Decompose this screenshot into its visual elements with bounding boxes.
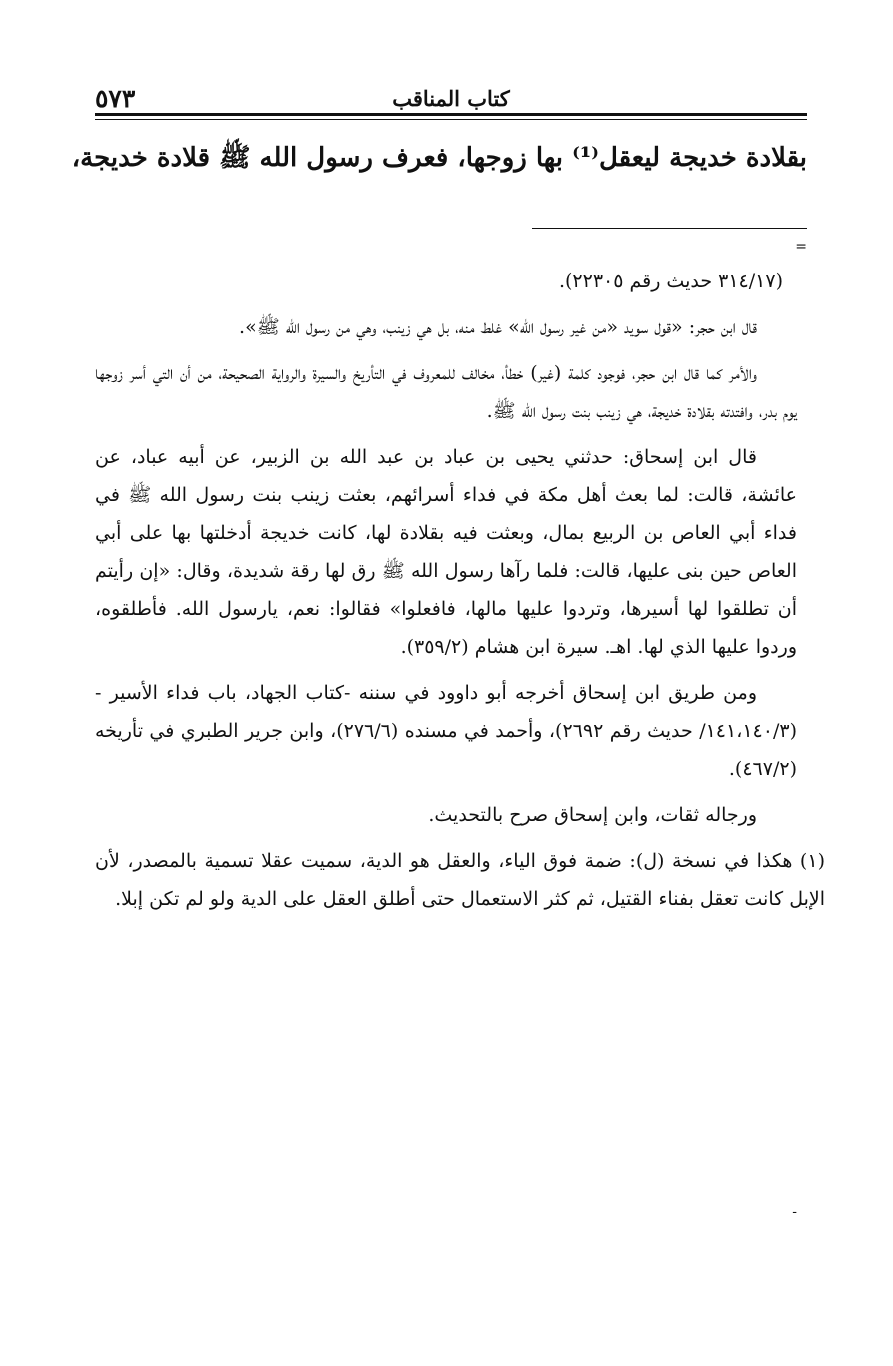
header-rule-thin — [95, 119, 807, 120]
footnote-1: (١) هكذا في نسخة (ل): ضمة فوق الياء، والعقل هو الدية، سميت عقلا تسمية بالمصدر، لأن الإبل كانت تعقل بفناء القتيل، ثم كثر الاستعمال حتى أطلق العقل على الدية ولو لم تكن إبلا. — [95, 850, 825, 910]
footnote-paragraph: قال ابن إسحاق: حدثني يحيى بن عباد بن عبد الله بن الزبير، عن أبيه عباد، عن عائشة، قالت: لما بعث أهل مكة في فداء أسرائهم، بعثت زينب بنت رسول الله ﷺ في فداء أبي العاص بن الربيع بمال، وبعثت فيه بقلادة لها، كانت خديجة أدخلتها بها على أبي العاص حين بنى عليها، قالت: فلما رآها رسول الله ﷺ رق لها رقة شديدة، وقال: «إن رأيتم أن تطلقوا لها أسيرها، وتردوا عليها مالها، فافعلوا» فقالوا: نعم، يارسول الله. فأطلقوه، وردوا عليها الذي لها. اهـ. سيرة ابن هشام (٣٥٩/٢). — [95, 446, 797, 658]
footnote-continuation: (٣١٤/١٧ حديث رقم ٢٢٣٠٥). — [558, 270, 783, 292]
footnote-paragraph: ومن طريق ابن إسحاق أخرجه أبو داوود في سننه -كتاب الجهاد، باب فداء الأسير - (١٤١،١٤٠/٣/ حديث رقم ٢٦٩٢)، وأحمد في مسنده (٢٧٦/٦)، وابن جرير الطبري في تأريخه (٤٦٧/٢). — [95, 682, 797, 780]
continuation-mark: = — [795, 239, 807, 255]
running-header — [95, 82, 807, 116]
end-mark: - — [792, 1204, 797, 1220]
footnote-paragraph: والأمر كما قال ابن حجر، فوجود كلمة (غير) خطأ، مخالف للمعروف في التأريخ والسيرة والرواية الصحيحة، من أن التي أسر زوجها يوم بدر، وافتدته بقلادة خديجة، هي زينب بنت رسول الله ﷺ. — [95, 362, 797, 422]
book-title: كتاب المناقب — [392, 86, 510, 111]
footnotes-area — [95, 262, 825, 926]
header-rule-thick — [95, 113, 807, 116]
footnote-paragraph: قال ابن حجر: «قول سويد «من غير رسول الله» غلط منه، بل هي زينب، وهي من رسول الله ﷺ». — [239, 316, 757, 338]
main-text-line: بقلادة خديجة ليعقل⁽¹⁾ بها زوجها، فعرف رسول الله ﷺ قلادة خديجة، — [71, 143, 807, 173]
page-number: ٥٧٣ — [95, 84, 136, 113]
footnote-paragraph: ورجاله ثقات، وابن إسحاق صرح بالتحديث. — [428, 804, 757, 826]
footnote-separator — [532, 228, 807, 229]
